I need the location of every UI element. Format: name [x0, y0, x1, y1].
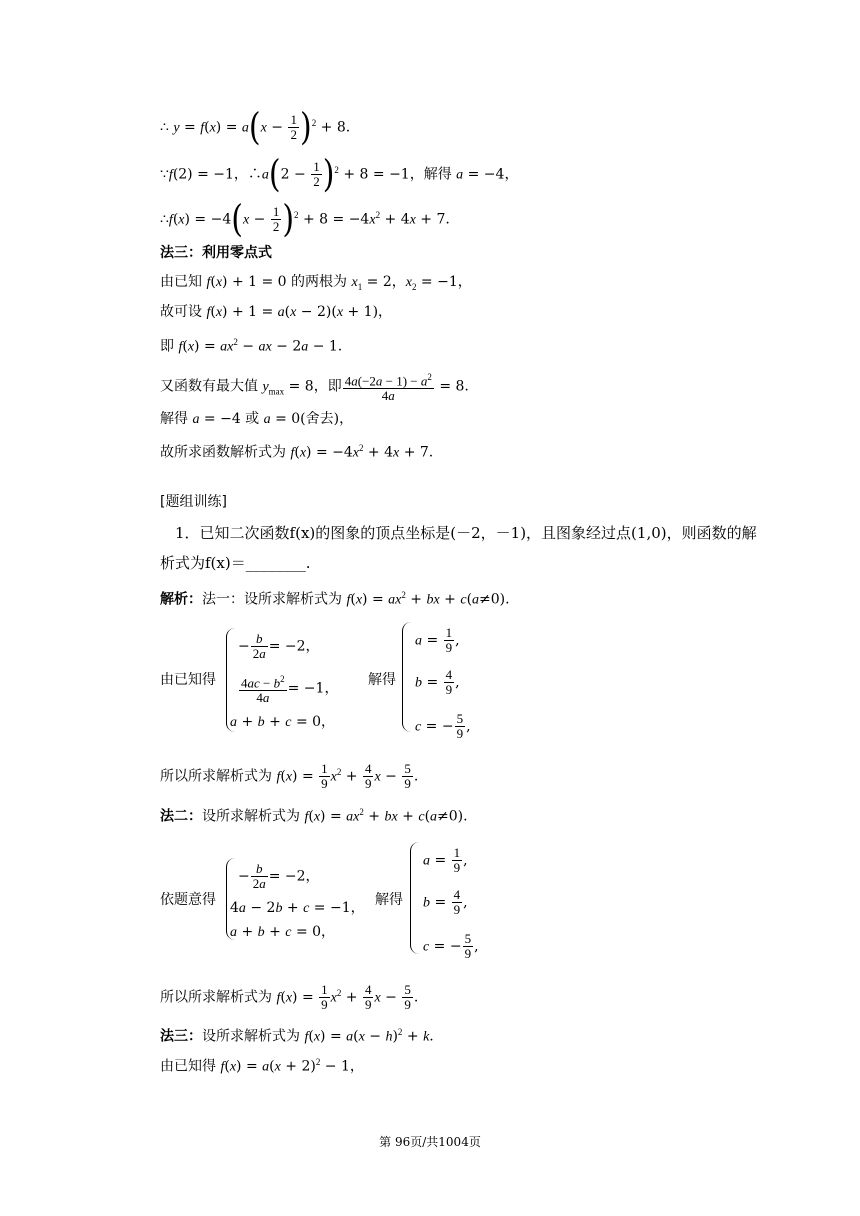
equation-line-9: 解得 a = −4 或 a = 0(舍去)，: [160, 411, 354, 427]
system-2-eq-2: 4a − 2b + c = −1，: [230, 900, 365, 916]
method-3-line: 法三：设所求解析式为 $f(x) = a(x - h)^2 + k$.: [160, 1027, 434, 1045]
equation-line-6: 故可设 f(x) + 1 = a(x − 2)(x + 1)，: [160, 304, 393, 320]
result-1: 所以所求解析式为 f(x) = $\frac{1}{9}$ $x^2$ + $\frac{4}{9}$ x − $\frac{5}{9}$ .: [160, 761, 419, 792]
system-1-eq-3: a + b + c = 0，: [230, 714, 336, 730]
method-2-line: 法二：设所求解析式为 $f(x) = ax^2$ + bx + c(a≠0).: [160, 807, 468, 825]
page-footer: 第 96页/共1004页: [379, 1135, 481, 1149]
result-2: 所以所求解析式为 f(x) = $\frac{1}{9}$ $x^2$ + $\frac{4}{9}$ x − $\frac{5}{9}$ .: [160, 982, 419, 1013]
system-1-lead: 由已知得: [160, 672, 216, 688]
system-1-sol-c: c = − $\frac{5}{9}$ ,: [415, 711, 471, 741]
system-2-sol-b: b = $\frac{4}{9}$ ,: [423, 887, 468, 917]
system-1-sol-a: a = $\frac{1}{9}$ ,: [415, 625, 460, 655]
equation-line-2: ∵f(2) = −1，∴a(2 − $\frac{1}{2}$ )$^2$ + 8 = −1，解得 a = −4，: [160, 152, 519, 196]
section-title: [题组训练]: [160, 494, 227, 510]
system-1-eq-1: − $\frac{b}{2a}$ = −2，: [238, 631, 320, 661]
system-2-sol-c: c = − $\frac{5}{9}$ ,: [423, 931, 479, 961]
equation-line-10: 故所求函数解析式为 $f(x) = -4x^2 + 4x + 7$.: [160, 443, 434, 461]
equation-line-3: ∴f(x) = −4(x − $\frac{1}{2}$ )$^2 + 8 = -4x^2 + 4x + 7$.: [160, 197, 450, 241]
system-1-eq-2: $\frac{4ac - b^2}{4a}$ = −1，: [241, 674, 339, 706]
method-2-label: 法二：: [160, 808, 202, 825]
system-1-solve-lead: 解得: [368, 672, 396, 688]
solution-method-1: 解析：法一：设所求解析式为 $f(x) = ax^2$ + bx + c(a≠0).: [160, 590, 510, 608]
system-2-eq-1: − $\frac{b}{2a}$ = −2，: [238, 861, 320, 891]
solution-label: 解析：: [160, 591, 202, 608]
equation-line-1: ∴ y = f(x) = a(x − $\frac{1}{2}$ )$^2$ + 8.: [160, 105, 351, 149]
question-1-line-1: 1．已知二次函数f(x)的图象的顶点坐标是(－2，－1)，且图象经过点(1,0)，则函数的解: [175, 524, 757, 542]
system-2-solution-brace: [410, 842, 419, 954]
question-1-line-2: 析式为f(x)＝________.: [160, 554, 311, 572]
system-1-sol-b: b = $\frac{4}{9}$ ,: [415, 667, 460, 697]
method-3-heading: 法三：利用零点式: [160, 245, 272, 261]
system-2-eq-3: a + b + c = 0，: [230, 924, 336, 940]
equation-line-7: 即 $f(x) = ax^2$ − ax − 2a − 1.: [160, 337, 343, 355]
last-line: 由已知得 $f(x) = a(x + 2)^2 - 1$，: [160, 1057, 364, 1075]
system-1-solution-brace: [402, 622, 411, 732]
equation-line-8: 又函数有最大值 $y_{max} = 8$，即 $\frac{4a(-2a - 1) - a^2}{4a}$ = 8.: [160, 372, 469, 404]
system-2-sol-a: a = $\frac{1}{9}$ ,: [423, 845, 468, 875]
method-3-label: 法三：: [160, 1028, 202, 1045]
system-2-solve-lead: 解得: [375, 892, 403, 908]
equation-line-5: 由已知 f(x) + 1 = 0 的两根为 $x_1 = 2$，$x_2 = -1$，: [160, 274, 472, 292]
system-2-lead: 依题意得: [160, 892, 216, 908]
